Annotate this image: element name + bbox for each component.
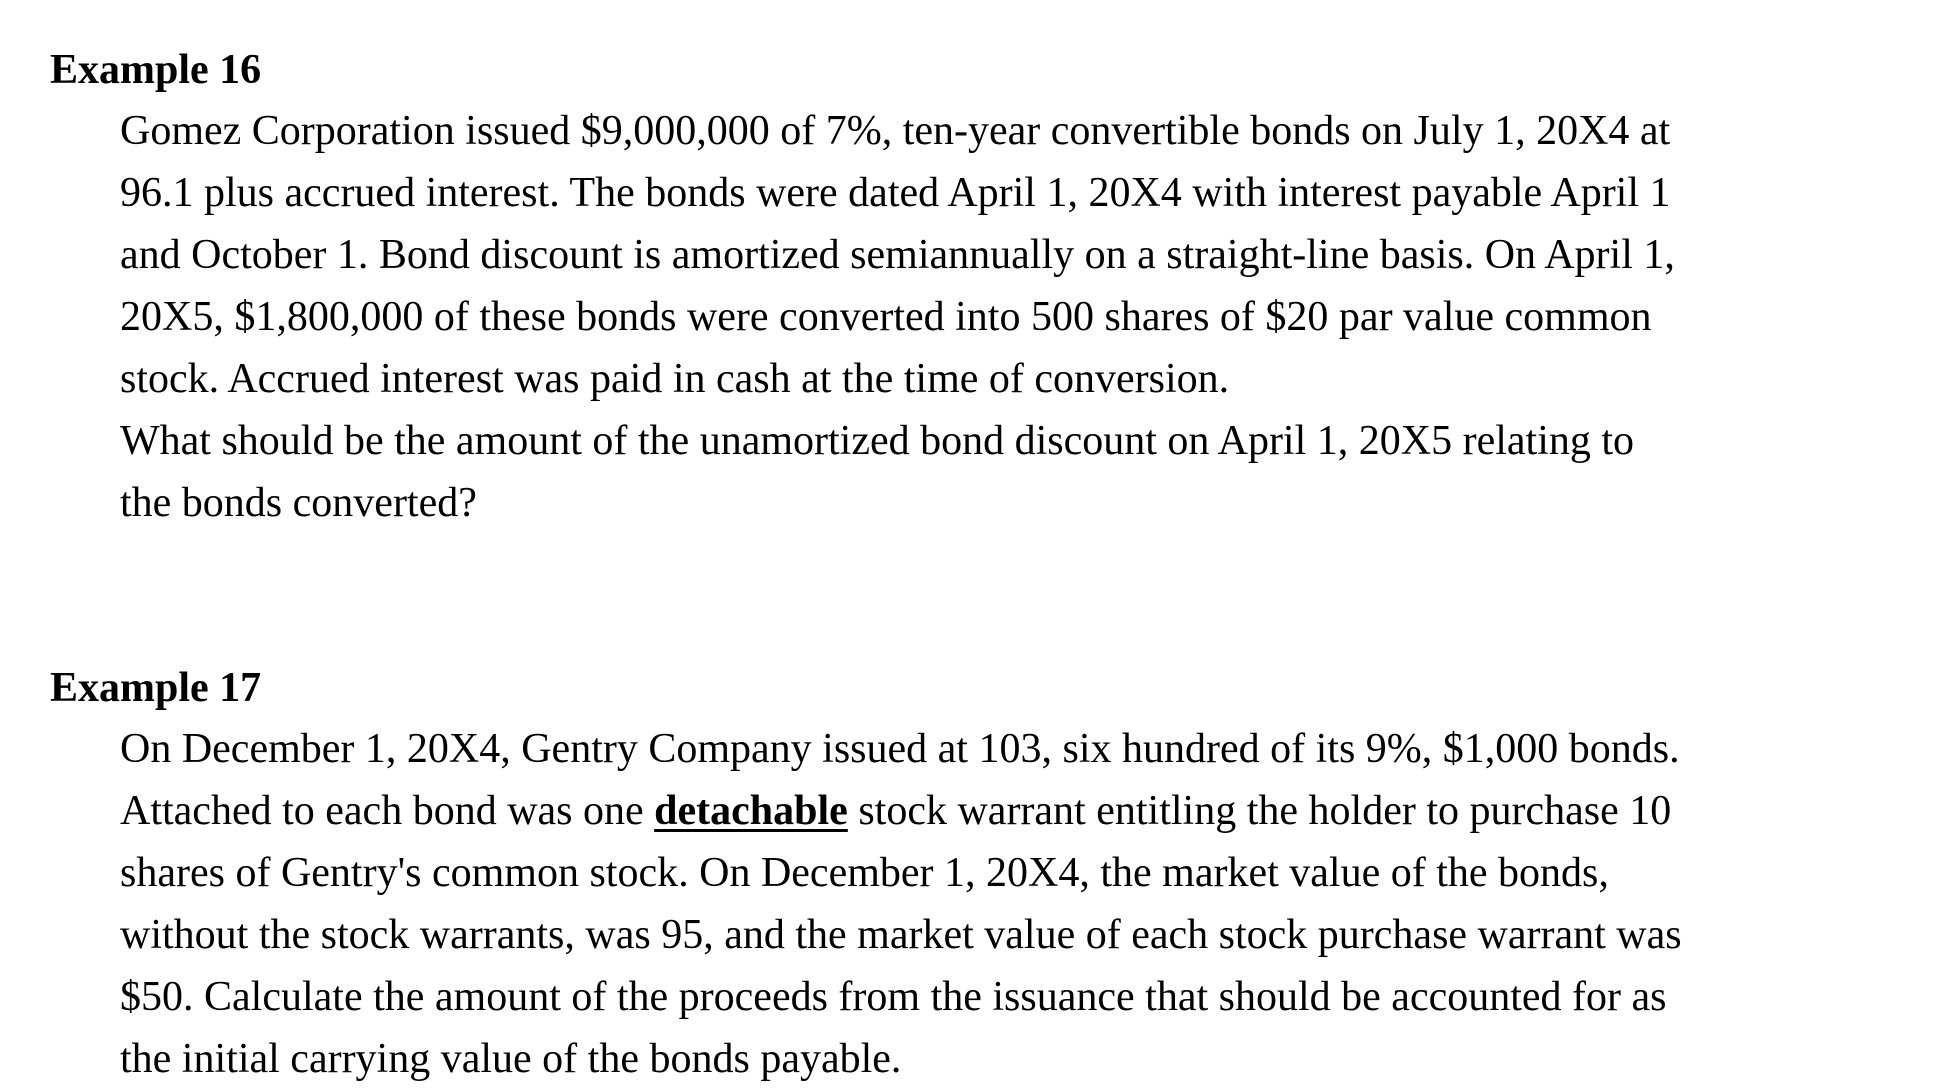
example-16-line: 20X5, $1,800,000 of these bonds were converted into 500 shares of $20 par value common <box>120 294 1652 340</box>
example-17-heading: Example 17 <box>50 665 262 711</box>
example-16-question-line: What should be the amount of the unamortized bond discount on April 1, 20X5 relating to <box>120 418 1635 464</box>
example-17-text <box>120 718 1920 1090</box>
example-17-line-2-end: stock warrant entitling the holder to purchase 10 <box>847 788 1672 834</box>
example-17 <box>50 658 1930 1090</box>
example-16-line: Gomez Corporation issued $9,000,000 of 7%, ten-year convertible bonds on July 1, 20X4 at <box>120 108 1671 154</box>
example-16-line: 96.1 plus accrued interest. The bonds were dated April 1, 20X4 with interest payable April 1 <box>120 170 1671 216</box>
example-16-question-line: the bonds converted? <box>120 480 477 526</box>
example-17-line: without the stock warrants, was 95, and the market value of each stock purchase warrant was <box>120 912 1682 958</box>
example-17-line: the initial carrying value of the bonds payable. <box>120 1036 902 1082</box>
example-17-line: $50. Calculate the amount of the proceeds from the issuance that should be accounted for as <box>120 974 1667 1020</box>
example-16-line: and October 1. Bond discount is amortized semiannually on a straight-line basis. On April 1, <box>120 232 1675 278</box>
example-16-line: stock. Accrued interest was paid in cash at the time of conversion. <box>120 356 1230 402</box>
detachable-emphasis: detachable <box>654 788 848 834</box>
example-17-line: On December 1, 20X4, Gentry Company issued at 103, six hundred of its 9%, $1,000 bonds. <box>120 726 1680 772</box>
example-17-line: shares of Gentry's common stock. On December 1, 20X4, the market value of the bonds, <box>120 850 1609 896</box>
example-16 <box>50 40 1930 534</box>
example-16-text <box>120 100 1920 534</box>
example-16-heading: Example 16 <box>50 47 262 93</box>
example-17-line <box>120 780 1920 842</box>
example-17-line-2-start: Attached to each bond was one <box>120 788 655 834</box>
